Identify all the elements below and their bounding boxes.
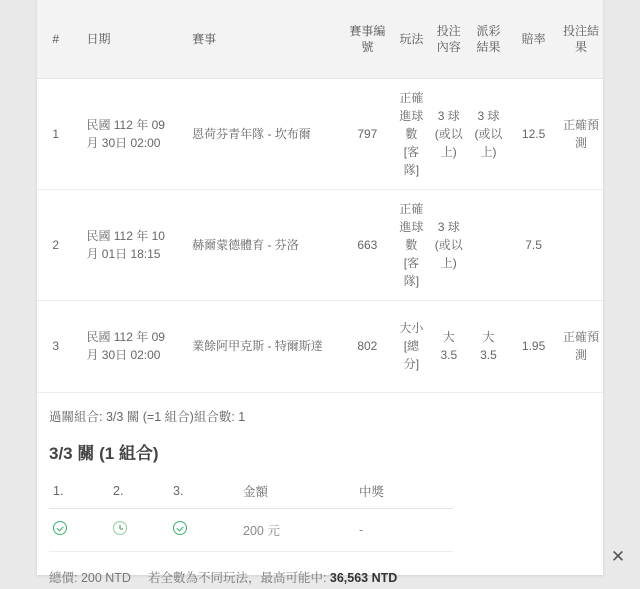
cell-odds: 1.95 bbox=[508, 300, 559, 392]
table-header-row bbox=[37, 0, 603, 78]
bets-table-body bbox=[37, 78, 603, 392]
column-header-event: 賽事 bbox=[180, 0, 341, 78]
column-header-leg-2: 2. bbox=[109, 474, 169, 509]
column-header-index: # bbox=[37, 0, 74, 78]
close-icon[interactable]: ✕ bbox=[610, 547, 626, 566]
combo-summary: 過關組合: 3/3 關 (=1 組合)組合數: 1 bbox=[49, 409, 246, 424]
cell-bet-result: 正確預測 bbox=[559, 78, 603, 189]
cell-bet-content: 3 球 (或以上) bbox=[429, 189, 469, 300]
combo-result-header bbox=[49, 474, 453, 509]
cell-payout-result: 大 3.5 bbox=[469, 300, 509, 392]
column-header-payout-result: 派彩結果 bbox=[469, 0, 509, 78]
cell-event-no: 663 bbox=[341, 189, 394, 300]
cell-event-no: 802 bbox=[341, 300, 394, 392]
column-header-event-no: 賽事編號 bbox=[341, 0, 394, 78]
bets-table-header bbox=[37, 0, 603, 78]
cell-play-type: 正確進球數[客隊] bbox=[394, 189, 429, 300]
cell-index: 2 bbox=[37, 189, 74, 300]
table-row bbox=[37, 300, 603, 392]
cell-index: 1 bbox=[37, 78, 74, 189]
column-header-bet-content: 投注內容 bbox=[429, 0, 469, 78]
table-header-row bbox=[49, 474, 453, 509]
cell-event: 赫爾蒙德體育 - 芬洛 bbox=[180, 189, 341, 300]
cell-date: 民國 112 年 09月 30日 02:00 bbox=[74, 78, 180, 189]
combo-result-table bbox=[49, 474, 453, 552]
column-header-win: 中獎 bbox=[355, 474, 453, 509]
bets-table bbox=[37, 0, 603, 393]
column-header-play-type: 玩法 bbox=[394, 0, 429, 78]
cell-date: 民國 112 年 09月 30日 02:00 bbox=[74, 300, 180, 392]
cell-payout-result: 3 球 (或以上) bbox=[469, 78, 509, 189]
cell-leg-1-status bbox=[49, 508, 109, 551]
column-header-amount: 金額 bbox=[239, 474, 355, 509]
column-header-leg-1: 1. bbox=[49, 474, 109, 509]
table-row bbox=[37, 78, 603, 189]
cell-bet-result bbox=[559, 189, 603, 300]
cell-amount: 200 元 bbox=[239, 508, 355, 551]
cell-date: 民國 112 年 10月 01日 18:15 bbox=[74, 189, 180, 300]
cell-index: 3 bbox=[37, 300, 74, 392]
cell-leg-2-status bbox=[109, 508, 169, 551]
column-header-odds: 賠率 bbox=[508, 0, 559, 78]
cell-bet-result: 正確預測 bbox=[559, 300, 603, 392]
column-header-leg-3: 3. bbox=[169, 474, 239, 509]
max-win-note: 若全數為不同玩法，最高可能中: bbox=[147, 570, 327, 585]
combo-result-body bbox=[49, 508, 453, 551]
table-row bbox=[49, 508, 453, 551]
check-circle-icon bbox=[173, 521, 187, 535]
cell-event-no: 797 bbox=[341, 78, 394, 189]
cell-bet-content: 大 3.5 bbox=[429, 300, 469, 392]
table-row bbox=[37, 189, 603, 300]
cell-event: 業餘阿甲克斯 - 特爾斯達 bbox=[180, 300, 341, 392]
cell-play-type: 大小[總分] bbox=[394, 300, 429, 392]
cell-leg-3-status bbox=[169, 508, 239, 551]
cell-event: 恩荷芬青年隊 - 坎布爾 bbox=[180, 78, 341, 189]
cell-play-type: 正確進球數[客隊] bbox=[394, 78, 429, 189]
column-header-date: 日期 bbox=[74, 0, 180, 78]
cell-odds: 7.5 bbox=[508, 189, 559, 300]
cell-payout-result bbox=[469, 189, 509, 300]
footer-totals bbox=[37, 552, 603, 586]
total-price: 總價: 200 NTD bbox=[49, 570, 131, 585]
cell-odds: 12.5 bbox=[508, 78, 559, 189]
check-circle-icon bbox=[53, 521, 67, 535]
max-win-value: 36,563 NTD bbox=[329, 570, 398, 585]
clock-circle-icon bbox=[113, 521, 127, 535]
combo-title: 3/3 關 (1 組合) bbox=[49, 443, 159, 463]
column-header-bet-result: 投注結果 bbox=[559, 0, 603, 78]
cell-win: - bbox=[355, 508, 453, 551]
cell-bet-content: 3 球 (或以上) bbox=[429, 78, 469, 189]
bet-slip-card bbox=[37, 0, 603, 585]
